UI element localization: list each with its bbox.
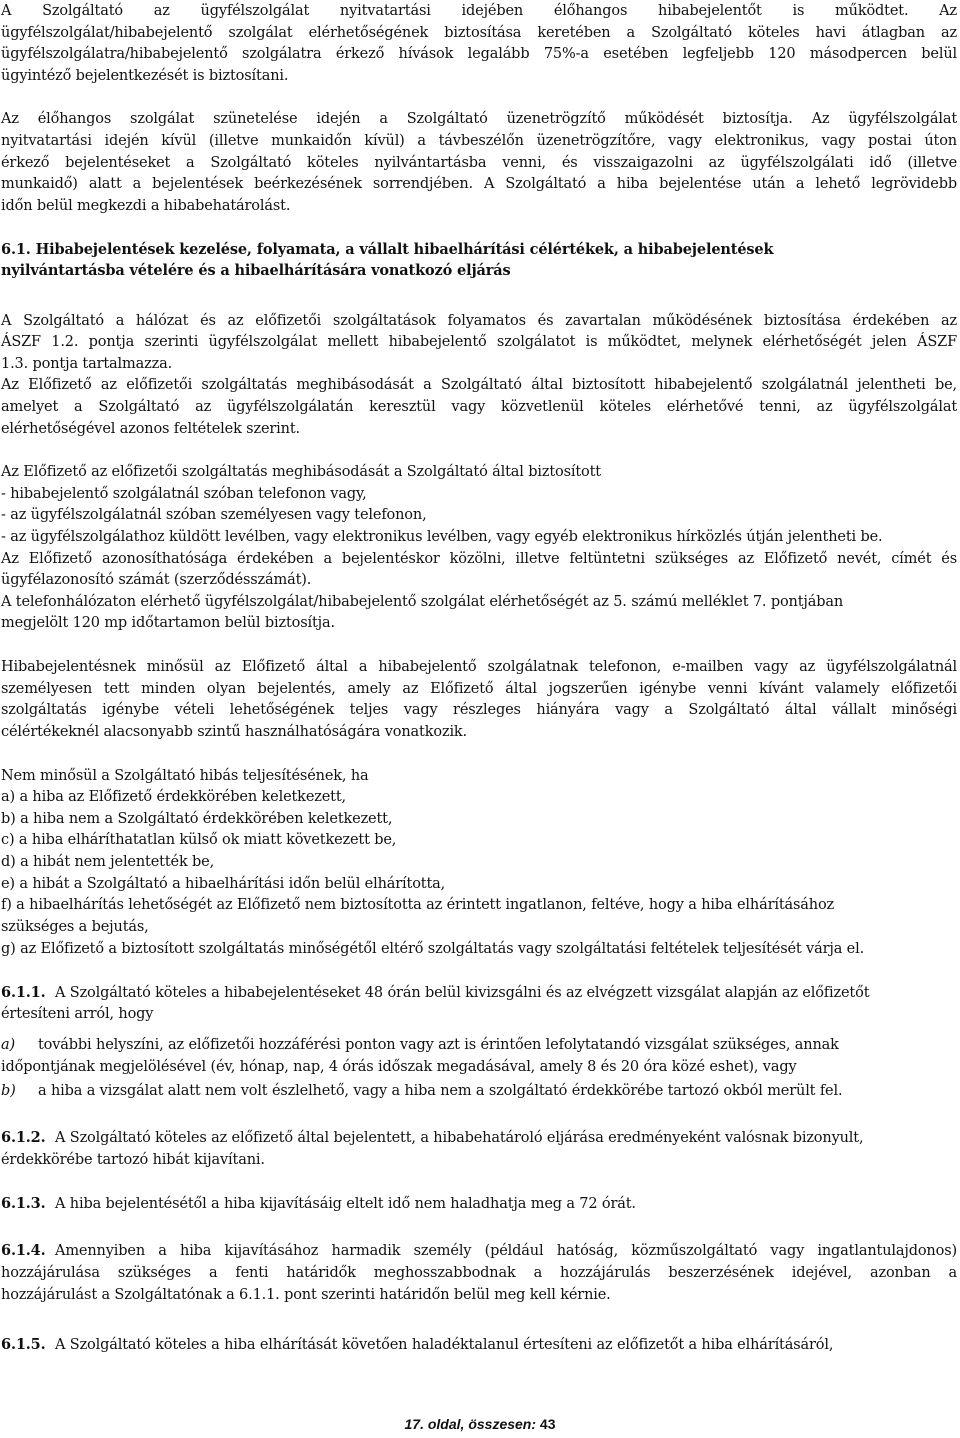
section-text: Amennyiben a hiba kijavításához harmadik személy (például hatóság, közműszolgáltató vagy ingatlantulajdonos) bbox=[55, 1243, 957, 1259]
item-marker: b) bbox=[1, 1083, 16, 1099]
page-total: 43 bbox=[539, 1416, 556, 1432]
text-line: A Szolgáltató az ügyfélszolgálat nyitvatartási idejében élőhangos hibabejelentőt is működtet. Az bbox=[1, 3, 957, 19]
text-line: A Szolgáltató a hálózat és az előfizetői szolgáltatások folyamatos és zavartalan működésének biztosítása érdekében az bbox=[1, 313, 957, 329]
text-line: érdekkörébe tartozó hibát kijavítani. bbox=[1, 1152, 265, 1168]
text-line bbox=[1, 1334, 957, 1356]
item-text: további helyszíni, az előfizetői hozzáférési ponton vagy azt is érintően lefolytatandó vizsgálat szükséges, annak bbox=[38, 1037, 839, 1053]
section-number: 6.1.4. bbox=[1, 1242, 46, 1259]
text-line: személyesen tett minden olyan bejelentés, amely az Előfizető által jogszerűen igénybe venni kívánt valamely előfizetői bbox=[1, 681, 957, 697]
list-item: b) a hiba nem a Szolgáltató érdekkörében keletkezett, bbox=[1, 811, 393, 827]
section-text: A hiba bejelentésétől a hiba kijavításáig eltelt idő nem haladhatja meg a 72 órát. bbox=[55, 1196, 636, 1212]
heading-line: 6.1. Hibabejelentések kezelése, folyamata, a vállalt hibaelhárítási célértékek, a hibabejelentések bbox=[1, 241, 774, 258]
section-text: A Szolgáltató köteles a hibabejelentéseket 48 órán belül kivizsgálni és az elvégzett vizsgálat alapján az előfizetőt bbox=[55, 985, 870, 1001]
section-number: 6.1.1. bbox=[1, 984, 46, 1001]
list-item: e) a hibát a Szolgáltató a hibaelhárítási időn belül elhárította, bbox=[1, 876, 446, 892]
text-line: 1.3. pontja tartalmazza. bbox=[1, 356, 173, 372]
text-line: Az Előfizető azonosíthatósága érdekében a bejelentéskor közölni, illetve feltüntetni szükséges az Előfizető nevét, címét és bbox=[1, 551, 957, 567]
list-item bbox=[1, 1034, 957, 1056]
text-line: időn belül megkezdi a hibabehatárolást. bbox=[1, 198, 291, 214]
text-line bbox=[1, 1193, 957, 1215]
section-number: 6.1.5. bbox=[1, 1336, 46, 1353]
text-line: Nem minősül a Szolgáltató hibás teljesítésének, ha bbox=[1, 768, 369, 784]
text-line: Hibabejelentésnek minősül az Előfizető által a hibabejelentő szolgálatnak telefonon, e-mailben vagy az ügyfélszolgálatnál bbox=[1, 659, 957, 675]
heading-line: nyilvántartásba vételére és a hibaelhárítására vonatkozó eljárás bbox=[1, 262, 511, 279]
section-text: A Szolgáltató köteles a hiba elhárítását követően haladéktalanul értesíteni az előfizetőt a hiba elhárításáról, bbox=[55, 1337, 834, 1353]
page-number-label: 17. oldal, összesen: bbox=[404, 1416, 537, 1432]
text-line: nyitvatartási idején kívül (illetve munkaidőn kívül) a távbeszélőn üzenetrögzítőre, vagy elektronikus, vagy postai úton bbox=[1, 133, 957, 149]
text-line: ÁSZF 1.2. pontja szerinti ügyfélszolgálat mellett hibabejelentő szolgálatot is működtet, melynek elérhetőségét jelen ÁSZF bbox=[1, 334, 957, 350]
text-line: Az Előfizető az előfizetői szolgáltatás meghibásodását a Szolgáltató által biztosított bbox=[1, 464, 601, 480]
text-line: ügyintéző bejelentkezését is biztosítani. bbox=[1, 68, 289, 84]
list-item: - az ügyfélszolgálatnál szóban személyesen vagy telefonon, bbox=[1, 507, 427, 523]
text-line: megjelölt 120 mp időtartamon belül biztosítja. bbox=[1, 615, 335, 631]
text-line: Az Előfizető az előfizetői szolgáltatás meghibásodását a Szolgáltató által biztosított hibabejelentő szolgálatnál jelentheti be, bbox=[1, 377, 957, 393]
list-item: g) az Előfizető a biztosított szolgáltatás minőségétől eltérő szolgáltatás vagy szolgáltatási feltételek teljesítését várja el. bbox=[1, 941, 865, 957]
list-item: szükséges a bejutás, bbox=[1, 919, 149, 935]
item-text: a hiba a vizsgálat alatt nem volt észlelhető, vagy a hiba nem a szolgáltató érdekkörébe tartozó okból merült fel. bbox=[38, 1083, 843, 1099]
text-line: ügyfélszolgálatra/hibabejelentő szolgálatra érkező hívások legalább 75%-a esetében legfeljebb 120 másodpercen belül bbox=[1, 46, 957, 62]
text-line: időpontjának megjelölésével (év, hónap, nap, 4 órás időszak megadásával, amely 8 és 20 óra közé eshet), vagy bbox=[1, 1059, 797, 1075]
page-footer bbox=[0, 1414, 960, 1434]
text-line: elérhetőségével azonos feltételek szerint. bbox=[1, 421, 300, 437]
list-item bbox=[1, 1080, 957, 1102]
list-item: - hibabejelentő szolgálatnál szóban telefonon vagy, bbox=[1, 486, 367, 502]
text-line: Az élőhangos szolgálat szünetelése idején a Szolgáltató üzenetrögzítő működését biztosítja. Az ügyfélszolgálat bbox=[1, 111, 957, 127]
text-line: amelyet a Szolgáltató az ügyfélszolgálatán keresztül vagy közvetlenül köteles elérhetővé tenni, az ügyfélszolgálat bbox=[1, 399, 957, 415]
list-item: c) a hiba elháríthatatlan külső ok miatt következett be, bbox=[1, 832, 397, 848]
section-number: 6.1.3. bbox=[1, 1195, 46, 1212]
list-item: f) a hibaelhárítás lehetőségét az Előfizető nem biztosította az érintett ingatlanon, feltéve, hogy a hiba elhárításához bbox=[1, 897, 835, 913]
text-line: A telefonhálózaton elérhető ügyfélszolgálat/hibabejelentő szolgálat elérhetőségét az 5. számú melléklet 7. pontjában bbox=[1, 594, 844, 610]
text-line bbox=[1, 1240, 957, 1262]
text-line: munkaidő) alatt a bejelentések beérkezésének sorrendjében. A Szolgáltató a hiba bejelentése után a lehető legrövidebb bbox=[1, 176, 957, 192]
text-line: érkező bejelentéseket a Szolgáltató köteles nyilvántartásba venni, és visszaigazolni az ügyfélszolgálati idő (illetve bbox=[1, 155, 957, 171]
section-text: A Szolgáltató köteles az előfizető által bejelentett, a hibabehatároló eljárása eredményeként valósnak bizonyult, bbox=[55, 1130, 864, 1146]
text-line: szolgáltatás igénybe vételi lehetőségének teljes vagy részleges hiányára vagy a Szolgáltató által vállalt minőségi bbox=[1, 702, 957, 718]
text-line: ügyfélszolgálat/hibabejelentő szolgálat elérhetőségének biztosítása keretében a Szolgáltató köteles havi átlagban az bbox=[1, 25, 957, 41]
item-marker: a) bbox=[1, 1037, 16, 1053]
list-item: a) a hiba az Előfizető érdekkörében keletkezett, bbox=[1, 789, 346, 805]
text-line bbox=[1, 1127, 957, 1149]
list-item: d) a hibát nem jelentették be, bbox=[1, 854, 215, 870]
list-item: - az ügyfélszolgálathoz küldött levélben, vagy elektronikus levélben, vagy egyéb elektronikus hírközlés útján jelentheti be. bbox=[1, 529, 883, 545]
text-line: hozzájárulása szükséges a fenti határidők meghosszabbodnak a hozzájárulás beszerzésének idejével, azonban a bbox=[1, 1265, 957, 1281]
text-line: értesíteni arról, hogy bbox=[1, 1006, 154, 1022]
text-line: hozzájárulást a Szolgáltatónak a 6.1.1. pont szerinti határidőn belül meg kell kérnie. bbox=[1, 1287, 611, 1303]
text-line: célértékeknél alacsonyabb szintű használhatóságára vonatkozik. bbox=[1, 724, 468, 740]
section-number: 6.1.2. bbox=[1, 1129, 46, 1146]
text-line: ügyfélazonosító számát (szerződésszámát). bbox=[1, 572, 312, 588]
text-line bbox=[1, 982, 957, 1004]
